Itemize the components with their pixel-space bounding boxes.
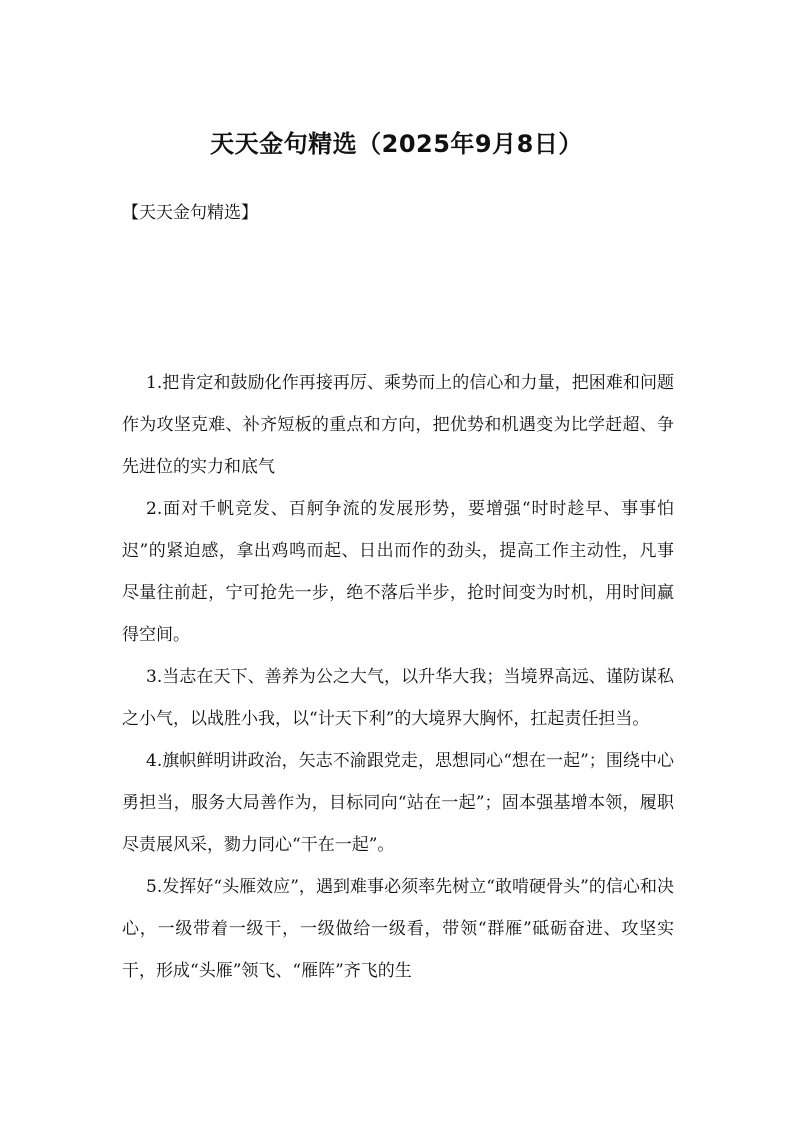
- quote-paragraph-1: 1.把肯定和鼓励化作再接再厉、乘势而上的信心和力量，把困难和问题作为攻坚克难、补齐短板的重点和方向，把优势和机遇变为比学赶超、争先进位的实力和底气: [122, 373, 674, 477]
- document-body: [122, 362, 674, 992]
- quote-paragraph-5: 5.发挥好“头雁效应”，遇到难事必须率先树立“敢啃硬骨头”的信心和决心，一级带着一级干，一级做给一级看，带领“群雁”砥砺奋进、攻坚实干，形成“头雁”领飞、“雁阵”齐飞的生: [122, 877, 674, 981]
- page-title: 天天金句精选（2025年9月8日）: [210, 130, 583, 158]
- quote-paragraph-3: 3.当志在天下、善养为公之大气，以升华大我；当境界高远、谨防谋私之小气，以战胜小我，以“计天下利”的大境界大胸怀，扛起责任担当。: [122, 667, 674, 729]
- quote-paragraph-4: 4.旗帜鲜明讲政治，矢志不渝跟党走，思想同心“想在一起”；围绕中心勇担当，服务大局善作为，目标同向“站在一起”；固本强基增本领，履职尽责展风采，勠力同心“干在一起”。: [122, 751, 674, 855]
- quote-paragraph-2: 2.面对千帆竞发、百舸争流的发展形势，要增强“时时趁早、事事怕迟”的紧迫感，拿出鸡鸣而起、日出而作的劲头，提高工作主动性，凡事尽量往前赶，宁可抢先一步，绝不落后半步，抢时间变为时机，用时间赢得空间。: [122, 499, 674, 645]
- section-label: 【天天金句精选】: [122, 203, 258, 223]
